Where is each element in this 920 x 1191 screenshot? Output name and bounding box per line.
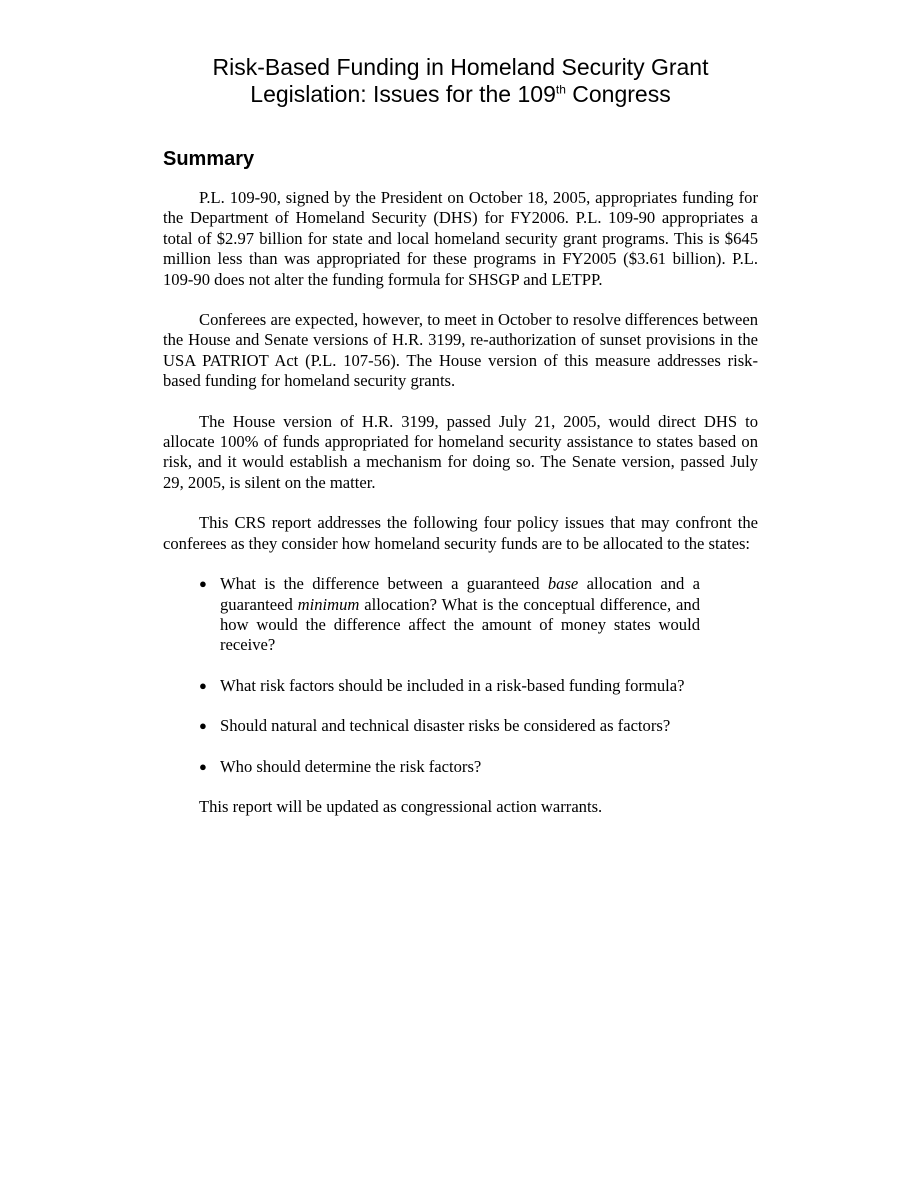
- paragraph-4: This CRS report addresses the following four policy issues that may confront the conferees as they consider how homeland security funds are to be allocated to the states:: [163, 513, 758, 553]
- title-line-1: Risk-Based Funding in Homeland Security Grant: [212, 54, 709, 80]
- paragraph-2: Conferees are expected, however, to meet in October to resolve differences between the House and Senate versions of H.R. 3199, re-authorization of sunset provisions in the USA PATRIOT Act (P.L. 107-56). The House version of this measure addresses risk-based funding for homeland security grants.: [163, 310, 758, 391]
- document-page: [163, 54, 758, 817]
- bullet-marker: ●: [199, 576, 207, 592]
- bullet-marker: ●: [199, 677, 207, 693]
- bullet-3-text: Should natural and technical disaster risks be considered as factors?: [220, 716, 671, 736]
- bullet-1-emphasis-base: base: [547, 574, 579, 594]
- policy-issues-list: [163, 574, 758, 777]
- bullet-2-text: What risk factors should be included in a risk-based funding formula?: [220, 675, 685, 695]
- document-title: [163, 54, 758, 108]
- paragraph-3: The House version of H.R. 3199, passed July 21, 2005, would direct DHS to allocate 100% of funds appropriated for homeland security assistance to states based on risk, and it would establish a mechanism for doing so. The Senate version, passed July 29, 2005, is silent on the matter.: [163, 411, 758, 492]
- list-item: [199, 574, 700, 656]
- title-superscript: th: [555, 82, 566, 97]
- bullet-marker: ●: [199, 718, 207, 734]
- bullet-1-text-b: allocation and a guaranteed: [220, 574, 700, 614]
- title-line-2-suffix: Congress: [565, 81, 671, 107]
- list-item: [199, 716, 700, 736]
- bullet-1-text-a: What is the difference between a guaranteed: [220, 574, 548, 594]
- closing-note: This report will be updated as congressional action warrants.: [199, 796, 603, 816]
- list-item: [199, 676, 700, 696]
- bullet-4-text: Who should determine the risk factors?: [220, 756, 482, 776]
- paragraph-1: P.L. 109-90, signed by the President on October 18, 2005, appropriates funding for the Department of Homeland Security (DHS) for FY2006. P.L. 109-90 appropriates a total of $2.97 billion for state and local homeland security grant programs. This is $645 million less than was appropriated for these programs in FY2005 ($3.61 billion). P.L. 109-90 does not alter the funding formula for SHSGP and LETPP.: [163, 188, 758, 289]
- summary-heading: Summary: [163, 148, 255, 170]
- list-item: [199, 757, 700, 777]
- title-line-2-prefix: Legislation: Issues for the 109: [250, 81, 556, 107]
- bullet-marker: ●: [199, 758, 207, 774]
- bullet-1-emphasis-minimum: minimum: [297, 594, 360, 614]
- bullet-1-text-c: allocation? What is the conceptual difference, and how would the difference affect the amount of money states would receive?: [220, 594, 700, 655]
